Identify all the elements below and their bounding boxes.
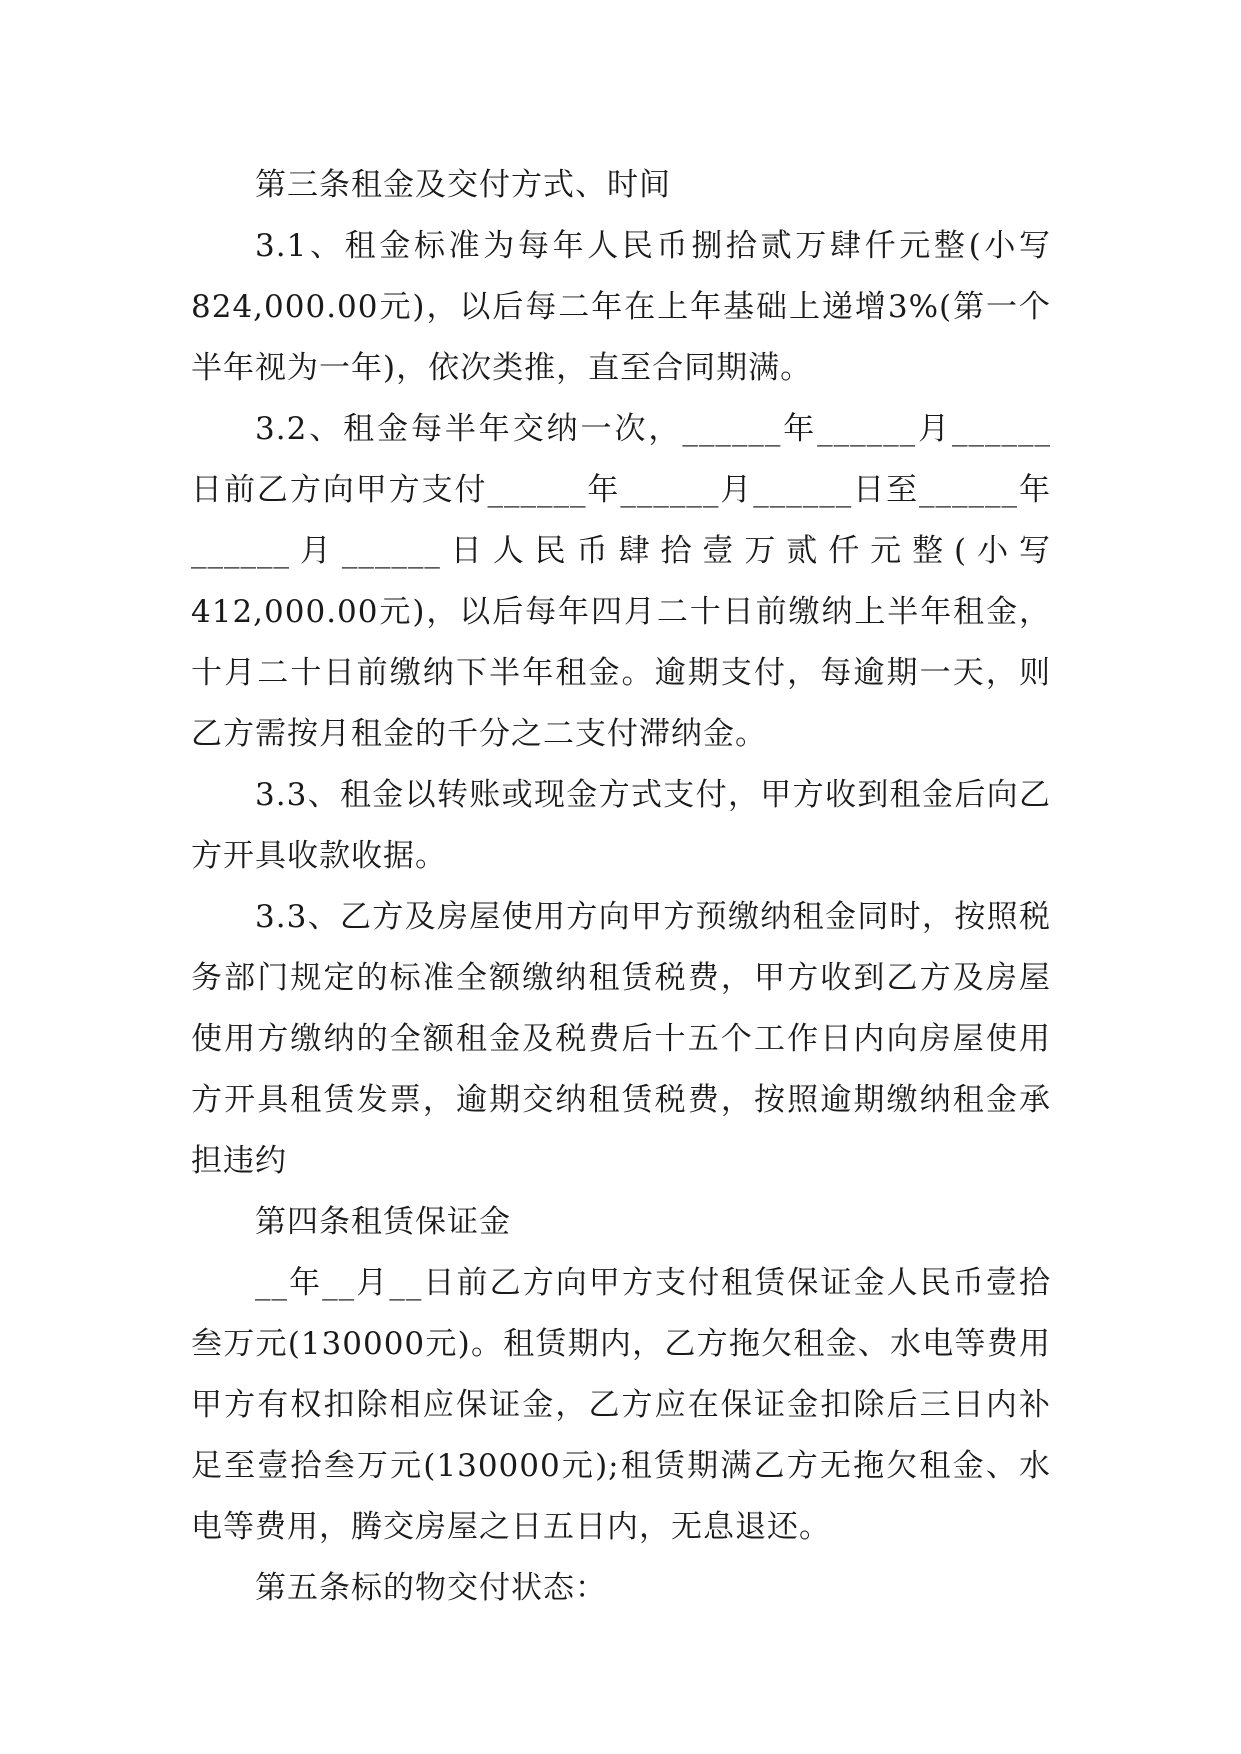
article-4-heading: 第四条租赁保证金 <box>255 1204 511 1240</box>
document-body <box>191 155 1051 1619</box>
clause-3-3-tax: 3.3、乙方及房屋使用方向甲方预缴纳租金同时，按照税务部门规定的标准全额缴纳租赁税费，甲方收到乙方及房屋使用方缴纳的全额租金及税费后十五个工作日内向房屋使用方开具租赁发票，逾期交纳租赁税费，按照逾期缴纳租金承担违约 <box>191 899 1051 1179</box>
clause-3-3-payment: 3.3、租金以转账或现金方式支付，甲方收到租金后向乙方开具收款收据。 <box>191 777 1051 874</box>
clause-4-deposit: __年__月__日前乙方向甲方支付租赁保证金人民币壹拾叁万元(130000元)。租赁期内，乙方拖欠租金、水电等费用甲方有权扣除相应保证金，乙方应在保证金扣除后三日内补足至壹拾叁万元(130000元);租赁期满乙方无拖欠租金、水电等费用，腾交房屋之日五日内，无息退还。 <box>191 1265 1051 1545</box>
article-3-heading: 第三条租金及交付方式、时间 <box>255 167 671 203</box>
clause-3-2: 3.2、租金每半年交纳一次，______年______月______日前乙方向甲方支付______年______月______日至______年______月______日人民币肆拾壹万贰仟元整(小写412,000.00元)，以后每年四月二十日前缴纳上半年租金，十月二十日前缴纳下半年租金。逾期支付，每逾期一天，则乙方需按月租金的千分之二支付滞纳金。 <box>191 411 1051 752</box>
article-5-heading: 第五条标的物交付状态： <box>255 1570 607 1606</box>
clause-3-1: 3.1、租金标准为每年人民币捌拾贰万肆仟元整(小写824,000.00元)，以后每二年在上年基础上递增3%(第一个半年视为一年)，依次类推，直至合同期满。 <box>191 228 1051 386</box>
